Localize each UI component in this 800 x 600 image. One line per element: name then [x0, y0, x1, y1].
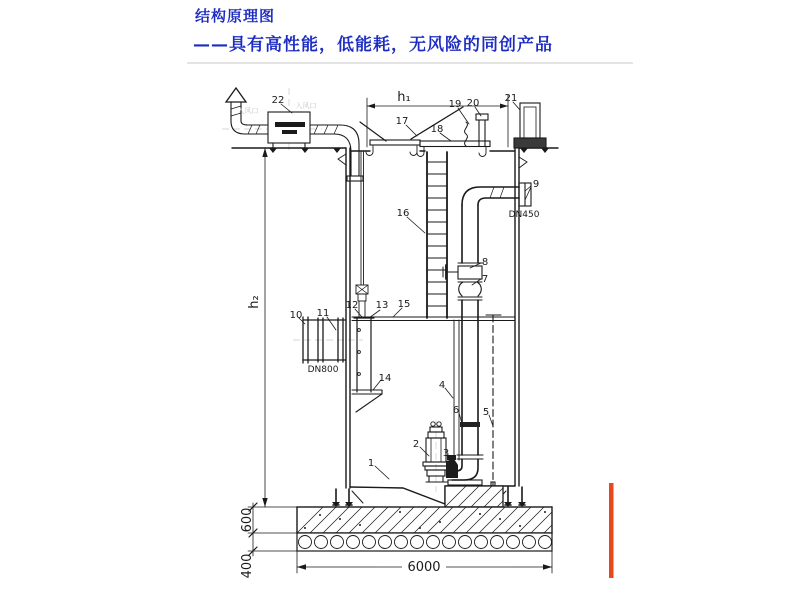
- part-label-9: 9: [532, 179, 540, 190]
- part-label-5: 5: [482, 407, 490, 418]
- diagram-lines: [226, 88, 558, 573]
- left-wall-lug: [338, 154, 346, 165]
- slab-600-label: 600: [240, 507, 255, 533]
- part-label-12: 12: [345, 300, 359, 311]
- ladder: [427, 152, 447, 318]
- discharge-piping: [443, 183, 531, 485]
- part-label-21: 21: [504, 93, 518, 104]
- part-label-4: 4: [438, 380, 446, 391]
- part-labels: [272, 93, 540, 469]
- red-accent-bar: [609, 483, 614, 578]
- part-label-10: 10: [289, 310, 303, 321]
- deflector: [352, 390, 382, 412]
- part-label-1: 1: [367, 458, 375, 469]
- part-label-2: 2: [412, 439, 420, 450]
- width-6000-label: 6000: [407, 560, 441, 575]
- platform: [352, 317, 515, 321]
- part-label-3: 3: [442, 448, 450, 459]
- h2-label: h₂: [247, 295, 262, 309]
- coupling: [446, 459, 458, 478]
- part-label-20: 20: [466, 98, 480, 109]
- dn800-label: DN800: [307, 365, 339, 375]
- thickness-dimensions: [248, 503, 297, 556]
- right-wall-lug: [519, 157, 527, 168]
- part-label-8: 8: [481, 257, 489, 268]
- gravel-bed: [297, 533, 552, 551]
- part-label-14: 14: [378, 373, 392, 384]
- h1-dimension: [367, 95, 508, 147]
- part-label-19: 19: [448, 99, 462, 110]
- part-label-22: 22: [271, 95, 285, 106]
- pump: [423, 422, 458, 482]
- air-inlet-label-right: 入风口: [295, 102, 317, 110]
- part-label-16: 16: [396, 208, 410, 219]
- h2-dimension: [262, 148, 267, 507]
- fan-box: [268, 112, 310, 148]
- part-label-6: 6: [452, 405, 460, 416]
- hatch-covers: [360, 107, 490, 157]
- surface-frame: [514, 103, 546, 148]
- part-label-17: 17: [395, 116, 409, 127]
- h1-label: h₁: [397, 90, 411, 105]
- page-title: 结构原理图: [195, 7, 276, 25]
- level-sensor: [486, 315, 501, 487]
- dn450-label: DN450: [508, 210, 540, 220]
- gravel-400-label: 400: [240, 553, 255, 579]
- part-label-18: 18: [430, 124, 444, 135]
- part-label-13: 13: [375, 300, 389, 311]
- air-inlet-label-left: 入风口: [237, 107, 259, 115]
- intake-duct: [310, 125, 363, 181]
- page-subtitle: ——具有高性能，低能耗，无风险的同创产品: [193, 35, 553, 55]
- pump-plinth: [445, 486, 503, 507]
- part-label-15: 15: [397, 299, 411, 310]
- concrete-slab: [297, 507, 552, 533]
- part-label-7: 7: [481, 274, 489, 285]
- part-label-11: 11: [316, 308, 330, 319]
- penstock: [354, 152, 374, 392]
